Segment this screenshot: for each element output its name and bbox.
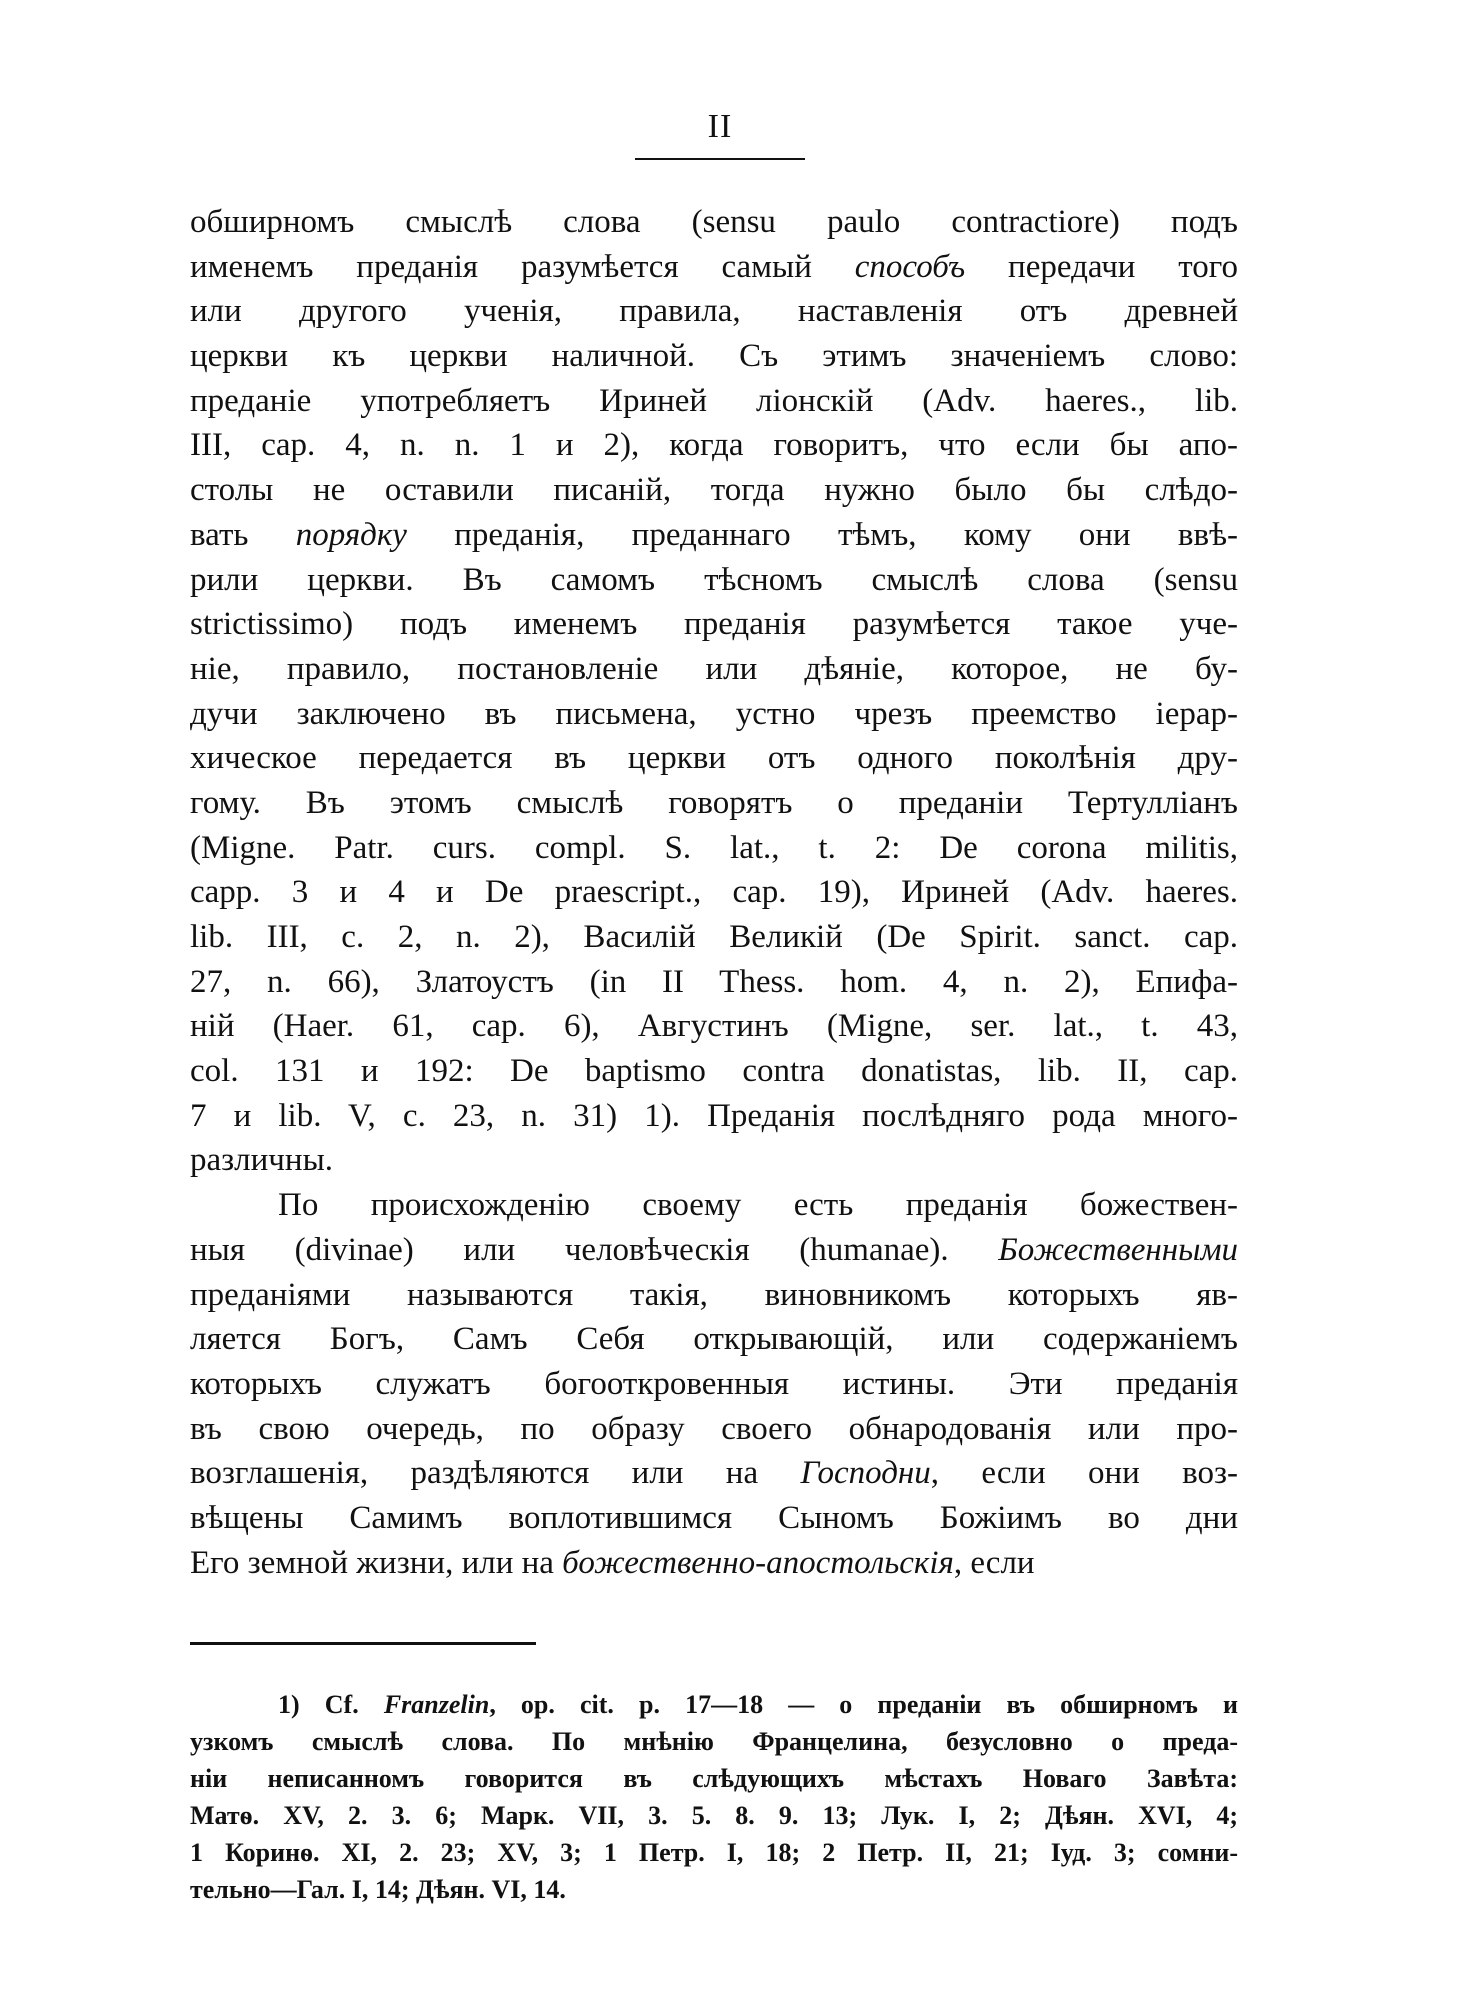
text-line: По происхожденію своему есть преданія божествен-	[278, 1187, 1238, 1224]
text-line: 7 и lib. V, c. 23, n. 31) 1). Преданія послѣдняго рода много-	[190, 1097, 1238, 1134]
text-line: вать порядку преданія, преданнаго тѣмъ, кому они ввѣ-	[190, 516, 1238, 553]
footnote-line: ніи неписанномъ говорится въ слѣдующихъ мѣстахъ Новаго Завѣта:	[190, 1764, 1238, 1793]
text-line: которыхъ служатъ богооткровенныя истины. Эти преданія	[190, 1365, 1238, 1402]
text-line: III, cap. 4, n. n. 1 и 2), когда говоритъ, что если бы апо-	[190, 427, 1238, 464]
text-line: ніе, правило, постановленіе или дѣяніе, которое, не бу-	[190, 650, 1238, 687]
footnote-line: узкомъ смыслѣ слова. По мнѣнію Францелина, безусловно о преда-	[190, 1727, 1238, 1756]
text-line: различны.	[190, 1142, 333, 1179]
page-number-rule	[635, 158, 805, 160]
text-line: въ свою очередь, по образу своего обнародованія или про-	[190, 1410, 1238, 1447]
text-line: lib. III, c. 2, n. 2), Василій Великій (De Spirit. sanct. cap.	[190, 919, 1238, 955]
text-line: capp. 3 и 4 и De praescript., cap. 19), Ириней (Adv. haeres.	[190, 874, 1238, 911]
text-line: преданіе употребляетъ Ириней ліонскій (Adv. haeres., lib.	[190, 382, 1238, 419]
footnotes	[190, 1686, 1238, 1908]
text-line: col. 131 и 192: De baptismo contra donatistas, lib. II, cap.	[190, 1053, 1238, 1090]
text-line: ній (Haer. 61, cap. 6), Августинъ (Migne, ser. lat., t. 43,	[190, 1008, 1238, 1045]
footnote-line: 1) Cf. Franzelin, op. cit. p. 17—18 — о преданіи въ обширномъ и	[278, 1690, 1238, 1719]
text-line: именемъ преданія разумѣется самый способъ передачи того	[190, 248, 1238, 285]
text-line: вѣщены Самимъ воплотившимся Сыномъ Божіимъ во дни	[190, 1499, 1238, 1536]
text-line: (Migne. Patr. curs. compl. S. lat., t. 2: De corona militis,	[190, 829, 1238, 866]
text-line: столы не оставили писаній, тогда нужно было бы слѣдо-	[190, 472, 1238, 509]
text-line: преданіями называются такія, виновникомъ которыхъ яв-	[190, 1276, 1238, 1313]
text-line: ляется Богъ, Самъ Себя открывающій, или содержаніемъ	[190, 1321, 1238, 1358]
body-text	[190, 200, 1238, 1585]
text-line: возглашенія, раздѣляются или на Господни, если они воз-	[190, 1455, 1238, 1492]
footnote-line: 1 Коринѳ. XI, 2. 23; XV, 3; 1 Петр. I, 18; 2 Петр. II, 21; Іуд. 3; сомни-	[190, 1838, 1238, 1867]
text-line: гому. Въ этомъ смыслѣ говорятъ о преданіи Тертулліанъ	[190, 784, 1238, 821]
text-line: Его земной жизни, или на божественно-апостольскія, если	[190, 1544, 1035, 1581]
text-line: ныя (divinae) или человѣческія (humanae). Божественными	[190, 1231, 1238, 1268]
text-line: дучи заключено въ письмена, устно чрезъ преемство іерар-	[190, 695, 1238, 732]
text-line: рили церкви. Въ самомъ тѣсномъ смыслѣ слова (sensu	[190, 561, 1238, 598]
footnote-line: Матѳ. XV, 2. 3. 6; Марк. VII, 3. 5. 8. 9. 13; Лук. I, 2; Дѣян. XVI, 4;	[190, 1801, 1238, 1830]
text-line: хическое передается въ церкви отъ одного поколѣнія дру-	[190, 740, 1238, 777]
text-line: или другого ученія, правила, наставленія отъ древней	[190, 293, 1238, 330]
text-line: strictissimo) подъ именемъ преданія разумѣется такое уче-	[190, 606, 1238, 643]
footnote-separator	[190, 1642, 536, 1645]
text-line: обширномъ смыслѣ слова (sensu paulo contractiore) подъ	[190, 204, 1238, 240]
text-line: церкви къ церкви наличной. Съ этимъ значеніемъ слово:	[190, 338, 1238, 375]
footnote-line: тельно—Гал. I, 14; Дѣян. VI, 14.	[190, 1875, 566, 1904]
text-line: 27, n. 66), Златоустъ (in II Thess. hom. 4, n. 2), Епифа-	[190, 963, 1238, 1000]
page-number: II	[707, 108, 733, 145]
